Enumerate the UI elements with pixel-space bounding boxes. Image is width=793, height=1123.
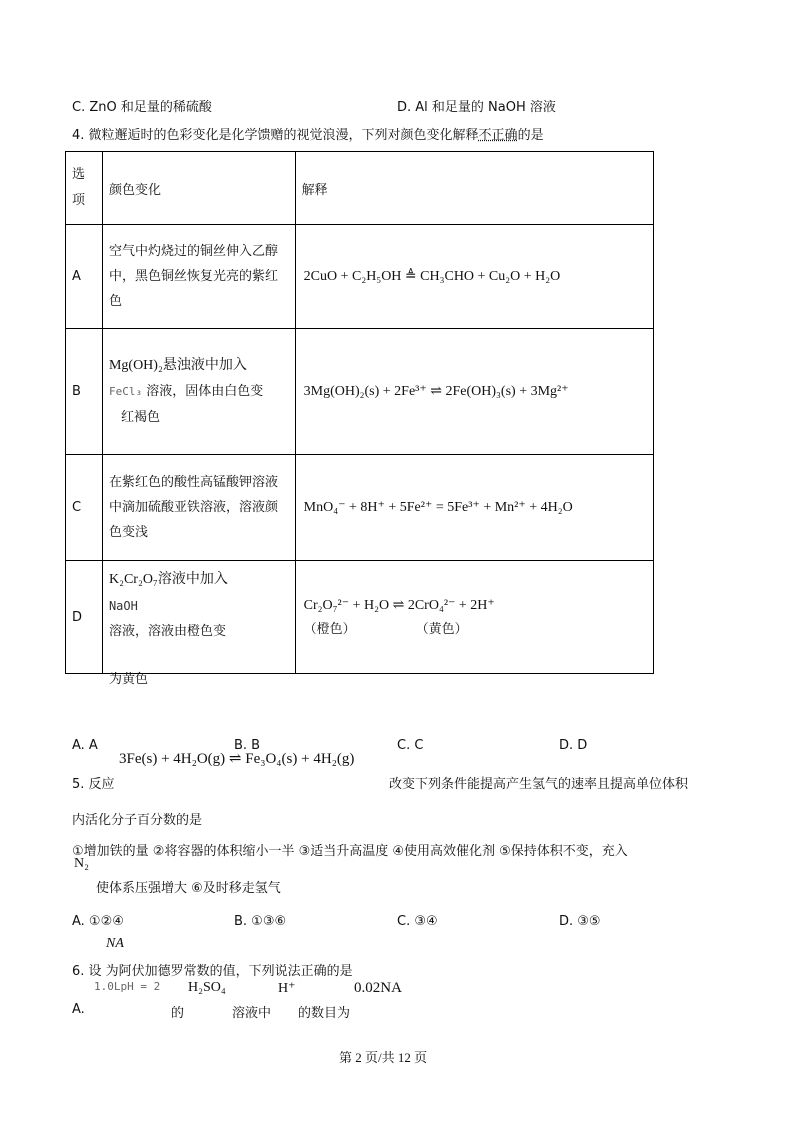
q5-prefix: 5. 反应 xyxy=(72,777,115,792)
header-color: 颜色变化 xyxy=(108,182,161,198)
header-option: 选项 xyxy=(72,167,86,208)
row-b-explain: 3Mg(OH)₂(s) + 2Fe³⁺ ⇌ 2Fe(OH)₃(s) + 3Mg²⁺ xyxy=(303,384,569,399)
q4-answer-b: B. B xyxy=(234,738,261,753)
header-explain: 解释 xyxy=(301,182,328,198)
q6-stem: 6. 设 为阿伏加德罗常数的值，下列说法正确的是 xyxy=(72,964,353,979)
row-d-naoh: NaOH xyxy=(108,599,138,613)
row-b-line3: 红褐色 xyxy=(120,409,160,425)
q6-na-symbol: NA xyxy=(106,936,124,951)
q6-a-de2: 的数目为 xyxy=(298,1006,351,1021)
row-a-color-change: 空气中灼烧过的铜丝伸入乙醇中，黑色铜丝恢复光亮的紫红色 xyxy=(108,244,278,309)
row-b-line2: 溶液，固体由白色变 xyxy=(146,383,264,399)
row-b-line1: Mg(OH)₂悬浊液中加入 xyxy=(108,357,247,373)
q5-conditions-1: ①增加铁的量 ②将容器的体积缩小一半 ③适当升高温度 ④使用高效催化剂 ⑤保持体积不变，充入 xyxy=(72,844,628,859)
q4-table xyxy=(65,151,654,674)
q6-a-de: 的 xyxy=(171,1006,185,1021)
row-a-explain: 2CuO + C₂H₅OH ≜ CH₃CHO + Cu₂O + H₂O xyxy=(303,269,561,284)
q4-answer-a: A. A xyxy=(72,738,98,753)
row-d-orange: （橙色） xyxy=(303,622,356,637)
row-d-line3: 为黄色 xyxy=(109,672,149,687)
row-c-color-change: 在紫红色的酸性高锰酸钾溶液中滴加硫酸亚铁溶液，溶液颜色变浅 xyxy=(108,475,278,540)
q5-answer-d: D. ③⑤ xyxy=(559,914,601,929)
q5-stem-tail: 改变下列条件能提高产生氢气的速率且提高单位体积 xyxy=(389,777,689,792)
row-d-yellow: （黄色） xyxy=(415,622,468,637)
table-row-a xyxy=(66,225,654,329)
row-d-k2cr2o7: K₂Cr₂O₇溶液中加入 xyxy=(108,572,228,587)
q4-stem-text: 4. 微粒邂逅时的色彩变化是化学馈赠的视觉浪漫，下列对颜色变化解释 xyxy=(72,128,479,143)
q4-answer-d: D. D xyxy=(559,738,588,753)
q6-a-label: A. xyxy=(72,1002,85,1017)
table-row-b xyxy=(66,329,654,455)
q5-stem-line2: 内活化分子百分数的是 xyxy=(72,813,203,828)
q4-stem-end: 的是 xyxy=(517,128,544,143)
row-b-fecl3: FeCl₃ xyxy=(108,384,143,398)
q5-n2: N₂ xyxy=(74,856,89,871)
q3-option-c: C. ZnO 和足量的稀硫酸 xyxy=(72,100,212,115)
q4-stem xyxy=(72,124,544,143)
row-a-label: A xyxy=(72,269,81,284)
q6-a-value: 0.02NA xyxy=(354,980,402,996)
q6-a-h2so4: H₂SO₄ xyxy=(188,980,226,995)
row-d-explain: Cr₂O₇²⁻ + H₂O ⇌ 2CrO₄²⁻ + 2H⁺ xyxy=(303,598,495,613)
q6-a-hplus: H⁺ xyxy=(278,981,296,996)
q4-stem-emphasis: 不正确 xyxy=(478,128,518,143)
q6-a-ph: 1.0LpH = 2 xyxy=(94,980,161,993)
row-c-explain: MnO₄⁻ + 8H⁺ + 5Fe²⁺ = 5Fe³⁺ + Mn²⁺ + 4H₂O xyxy=(303,500,573,515)
q4-answer-c: C. C xyxy=(397,738,424,753)
table-header-row xyxy=(66,152,654,225)
row-d-line2: 溶液，溶液由橙色变 xyxy=(108,624,226,639)
q5-answer-b: B. ①③⑥ xyxy=(234,914,287,929)
table-row-c xyxy=(66,455,654,561)
q6-a-rongye: 溶液中 xyxy=(232,1006,272,1021)
q3-option-d: D. Al 和足量的 NaOH 溶液 xyxy=(397,100,556,115)
row-b-label: B xyxy=(72,384,81,399)
table-row-d xyxy=(66,561,654,674)
q5-conditions-2: 使体系压强增大 ⑥及时移走氢气 xyxy=(96,881,281,896)
row-c-label: C xyxy=(72,500,82,515)
page-footer: 第 2 页/共 12 页 xyxy=(339,1050,428,1065)
q5-answer-a: A. ①②④ xyxy=(72,914,124,929)
q5-answer-c: C. ③④ xyxy=(397,914,438,929)
q5-equation: 3Fe(s) + 4H₂O(g) ⇌ Fe₃O₄(s) + 4H₂(g) xyxy=(119,751,355,767)
row-d-label: D xyxy=(72,609,83,625)
